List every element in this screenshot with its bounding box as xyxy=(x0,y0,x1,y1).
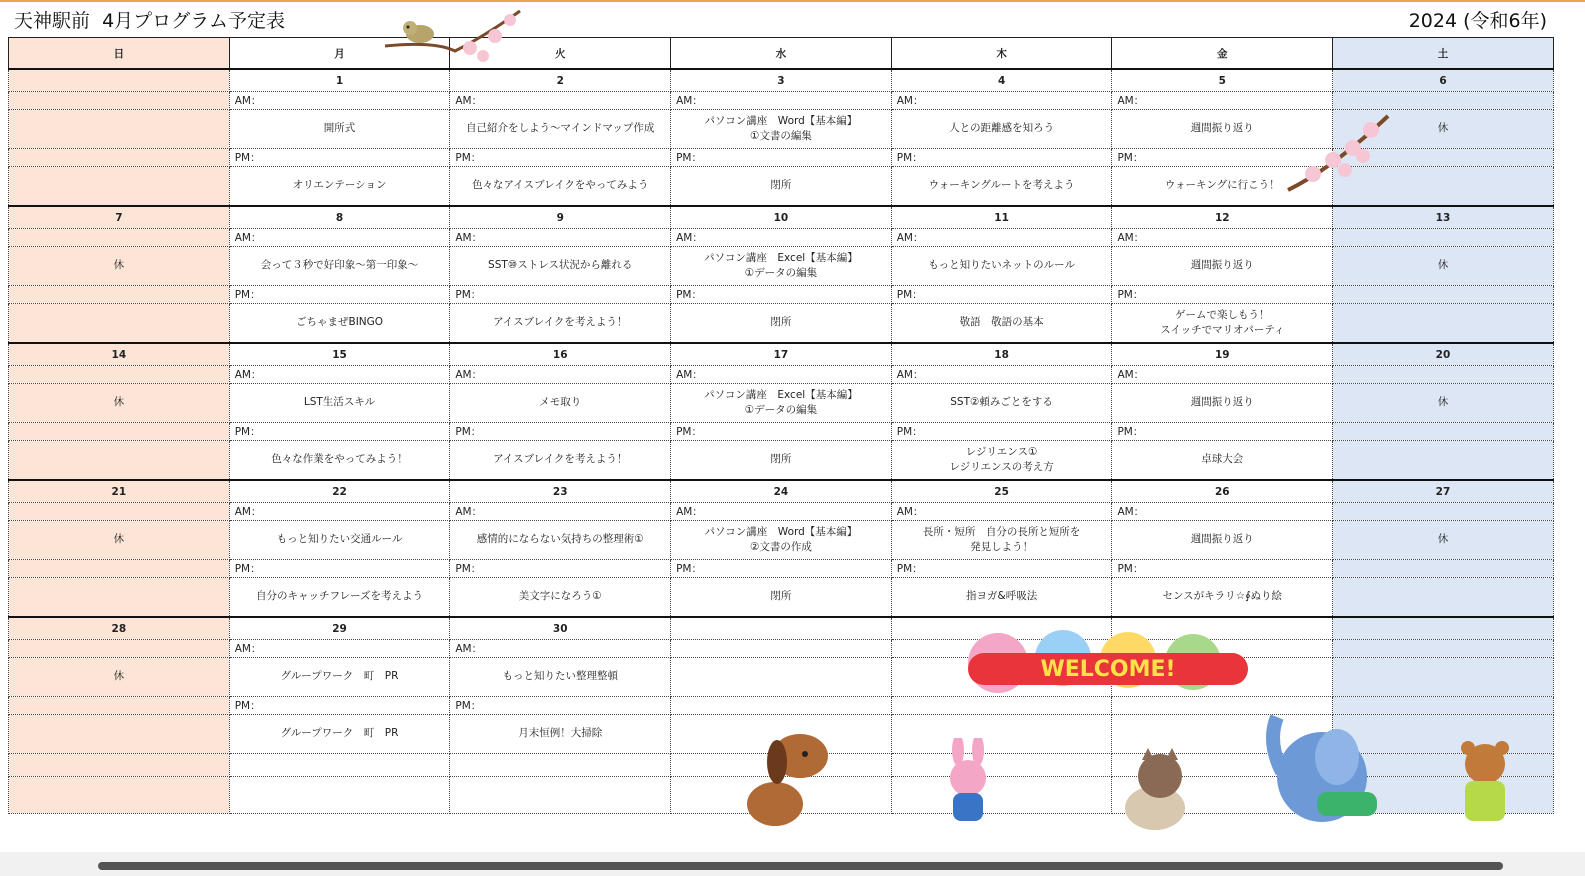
program-cell: ごちゃまぜBINGO xyxy=(229,304,450,344)
pm-label: PM： xyxy=(450,423,671,441)
program-cell: 人との距離感を知ろう xyxy=(891,110,1112,149)
date-cell: 12 xyxy=(1112,206,1333,229)
program-cell: 閉所 xyxy=(671,167,892,207)
am-content-row xyxy=(9,658,1554,697)
program-cell: 閉所 xyxy=(671,441,892,481)
date-cell: 20 xyxy=(1333,343,1554,366)
am-label: AM： xyxy=(450,503,671,521)
program-cell: グループワーク 町 PR xyxy=(229,658,450,697)
program-cell: オリエンテーション xyxy=(229,167,450,207)
date-cell: 4 xyxy=(891,69,1112,92)
date-cell: 26 xyxy=(1112,480,1333,503)
program-cell: 休 xyxy=(1333,110,1554,149)
date-cell xyxy=(9,69,230,92)
empty-cell xyxy=(229,777,450,814)
weekday-header: 木 xyxy=(891,38,1112,70)
pm-label: PM： xyxy=(1112,423,1333,441)
am-label xyxy=(9,503,230,521)
pm-label: PM： xyxy=(229,286,450,304)
program-cell: グループワーク 町 PR xyxy=(229,715,450,754)
page-title: 天神駅前 4月プログラム予定表 xyxy=(14,10,285,32)
pm-label: PM： xyxy=(229,423,450,441)
weekday-header: 水 xyxy=(671,38,892,70)
welcome-banner-illustration xyxy=(958,628,1258,708)
program-cell: センスがキラリ☆∮ぬり絵 xyxy=(1112,578,1333,618)
am-label: AM： xyxy=(229,366,450,384)
program-cell: 休 xyxy=(1333,384,1554,423)
date-cell: 25 xyxy=(891,480,1112,503)
program-cell: SST②頼みごとをする xyxy=(891,384,1112,423)
rabbit-illustration xyxy=(918,738,1028,838)
program-cell: SST⑩ストレス状況から離れる xyxy=(450,247,671,286)
program-cell: メモ取り xyxy=(450,384,671,423)
pm-label xyxy=(1333,560,1554,578)
am-label xyxy=(9,229,230,247)
am-content-row xyxy=(9,521,1554,560)
program-cell: 休 xyxy=(9,521,230,560)
am-label: AM： xyxy=(671,366,892,384)
am-label xyxy=(1333,92,1554,110)
welcome-text: WELCOME! xyxy=(1040,657,1176,682)
am-label xyxy=(9,92,230,110)
pm-label-row xyxy=(9,560,1554,578)
program-cell xyxy=(9,110,230,149)
am-label: AM： xyxy=(450,640,671,658)
pm-label: PM： xyxy=(891,560,1112,578)
scrollbar-thumb[interactable] xyxy=(98,862,1503,870)
am-content-row xyxy=(9,384,1554,423)
date-cell: 14 xyxy=(9,343,230,366)
elephant-illustration xyxy=(1262,712,1392,837)
program-cell xyxy=(1333,578,1554,618)
pm-label xyxy=(1333,286,1554,304)
pm-label-row xyxy=(9,286,1554,304)
am-label: AM： xyxy=(1112,229,1333,247)
date-cell: 3 xyxy=(671,69,892,92)
date-row xyxy=(9,617,1554,640)
program-cell: 週間振り返り xyxy=(1112,521,1333,560)
program-cell xyxy=(9,167,230,207)
pm-label: PM： xyxy=(450,697,671,715)
pm-label xyxy=(9,423,230,441)
program-cell: 長所・短所 自分の長所と短所を 発見しよう！ xyxy=(891,521,1112,560)
date-cell: 2 xyxy=(450,69,671,92)
program-cell xyxy=(1333,304,1554,344)
date-cell: 13 xyxy=(1333,206,1554,229)
am-label: AM： xyxy=(671,229,892,247)
am-label: AM： xyxy=(891,503,1112,521)
weekday-header: 土 xyxy=(1333,38,1554,70)
program-cell: パソコン講座 Excel【基本編】 ①データの編集 xyxy=(671,384,892,423)
am-label: AM： xyxy=(229,640,450,658)
program-cell: 開所式 xyxy=(229,110,450,149)
program-cell: アイスブレイクを考えよう！ xyxy=(450,304,671,344)
am-label xyxy=(9,366,230,384)
pm-label: PM： xyxy=(671,286,892,304)
pm-label: PM： xyxy=(891,423,1112,441)
date-cell: 16 xyxy=(450,343,671,366)
program-cell: ウォーキングルートを考えよう xyxy=(891,167,1112,207)
date-cell: 21 xyxy=(9,480,230,503)
program-cell: パソコン講座 Word【基本編】 ①文書の編集 xyxy=(671,110,892,149)
program-cell: 色々な作業をやってみよう！ xyxy=(229,441,450,481)
am-label: AM： xyxy=(891,366,1112,384)
program-cell: 美文字になろう① xyxy=(450,578,671,618)
am-label: AM： xyxy=(1112,366,1333,384)
am-label: AM： xyxy=(229,92,450,110)
am-label: AM： xyxy=(671,92,892,110)
date-cell: 27 xyxy=(1333,480,1554,503)
pm-label xyxy=(9,149,230,167)
empty-cell xyxy=(450,754,671,777)
top-rule xyxy=(0,0,1585,2)
am-label: AM： xyxy=(1112,503,1333,521)
pm-label: PM： xyxy=(671,560,892,578)
program-cell xyxy=(1333,658,1554,697)
pm-label-row xyxy=(9,423,1554,441)
program-cell: パソコン講座 Word【基本編】 ②文書の作成 xyxy=(671,521,892,560)
program-cell: 指ヨガ&呼吸法 xyxy=(891,578,1112,618)
date-cell: 15 xyxy=(229,343,450,366)
program-cell: ゲームで楽しもう！ スイッチでマリオパーティ xyxy=(1112,304,1333,344)
pm-label: PM： xyxy=(671,149,892,167)
empty-cell xyxy=(9,754,230,777)
program-cell: 週間振り返り xyxy=(1112,110,1333,149)
program-cell: 自分のキャッチフレーズを考えよう xyxy=(229,578,450,618)
date-cell: 10 xyxy=(671,206,892,229)
pm-label: PM： xyxy=(450,286,671,304)
date-cell: 17 xyxy=(671,343,892,366)
empty-cell xyxy=(450,777,671,814)
program-cell: 休 xyxy=(9,247,230,286)
date-row xyxy=(9,206,1554,229)
weekday-header: 日 xyxy=(9,38,230,70)
program-cell: 自己紹介をしよう〜マインドマップ作成 xyxy=(450,110,671,149)
program-cell: もっと知りたい整理整頓 xyxy=(450,658,671,697)
empty-cell xyxy=(229,754,450,777)
am-label: AM： xyxy=(891,92,1112,110)
date-cell: 19 xyxy=(1112,343,1333,366)
date-cell xyxy=(671,617,892,640)
pm-label: PM： xyxy=(229,560,450,578)
date-cell: 24 xyxy=(671,480,892,503)
pm-label xyxy=(9,560,230,578)
pm-label: PM： xyxy=(671,423,892,441)
program-cell: 会って３秒で好印象〜第一印象〜 xyxy=(229,247,450,286)
am-label: AM： xyxy=(450,366,671,384)
date-cell: 11 xyxy=(891,206,1112,229)
program-cell: ウォーキングに行こう！ xyxy=(1112,167,1333,207)
am-label-row xyxy=(9,229,1554,247)
program-cell xyxy=(9,715,230,754)
weekday-header-row xyxy=(9,38,1554,70)
am-label xyxy=(1333,229,1554,247)
pm-label xyxy=(671,697,892,715)
am-label: AM： xyxy=(229,229,450,247)
program-cell: 休 xyxy=(1333,247,1554,286)
program-cell: もっと知りたいネットのルール xyxy=(891,247,1112,286)
cat-illustration xyxy=(1100,746,1210,836)
am-label: AM： xyxy=(450,229,671,247)
program-cell xyxy=(9,441,230,481)
dog-illustration xyxy=(705,726,845,831)
program-cell: 週間振り返り xyxy=(1112,384,1333,423)
pm-label: PM： xyxy=(1112,149,1333,167)
pm-label xyxy=(1333,423,1554,441)
pm-content-row xyxy=(9,304,1554,344)
date-cell: 8 xyxy=(229,206,450,229)
weekday-header: 月 xyxy=(229,38,450,70)
pm-label: PM： xyxy=(450,149,671,167)
date-cell xyxy=(1333,617,1554,640)
weekday-header: 火 xyxy=(450,38,671,70)
date-cell: 22 xyxy=(229,480,450,503)
am-label xyxy=(1333,366,1554,384)
program-cell: もっと知りたい交通ルール xyxy=(229,521,450,560)
am-label: AM： xyxy=(1112,92,1333,110)
program-cell: 休 xyxy=(9,658,230,697)
program-cell xyxy=(9,304,230,344)
cherry-blossom-illustration xyxy=(1283,108,1393,198)
program-cell xyxy=(9,578,230,618)
am-label-row xyxy=(9,92,1554,110)
program-cell: 閉所 xyxy=(671,578,892,618)
am-label xyxy=(671,640,892,658)
program-cell: パソコン講座 Excel【基本編】 ①データの編集 xyxy=(671,247,892,286)
pm-label: PM： xyxy=(450,560,671,578)
program-cell: 休 xyxy=(1333,521,1554,560)
empty-cell xyxy=(9,777,230,814)
date-cell: 1 xyxy=(229,69,450,92)
am-label: AM： xyxy=(891,229,1112,247)
am-content-row xyxy=(9,247,1554,286)
pm-label xyxy=(9,697,230,715)
date-cell: 28 xyxy=(9,617,230,640)
date-cell: 7 xyxy=(9,206,230,229)
am-label xyxy=(1333,503,1554,521)
am-label-row xyxy=(9,640,1554,658)
program-cell: アイスブレイクを考えよう！ xyxy=(450,441,671,481)
date-cell: 18 xyxy=(891,343,1112,366)
program-cell: 週間振り返り xyxy=(1112,247,1333,286)
program-cell: 休 xyxy=(9,384,230,423)
bear-illustration xyxy=(1440,736,1540,836)
date-row xyxy=(9,69,1554,92)
pm-label: PM： xyxy=(891,286,1112,304)
am-label: AM： xyxy=(229,503,450,521)
pm-label: PM： xyxy=(1112,560,1333,578)
am-label xyxy=(9,640,230,658)
program-cell: 敬語 敬語の基本 xyxy=(891,304,1112,344)
weekday-header: 金 xyxy=(1112,38,1333,70)
program-cell: 感情的にならない気持ちの整理術① xyxy=(450,521,671,560)
pm-label: PM： xyxy=(229,697,450,715)
am-label-row xyxy=(9,503,1554,521)
date-cell: 9 xyxy=(450,206,671,229)
program-cell: 卓球大会 xyxy=(1112,441,1333,481)
pm-label: PM： xyxy=(1112,286,1333,304)
program-cell: LST生活スキル xyxy=(229,384,450,423)
date-cell: 6 xyxy=(1333,69,1554,92)
date-cell: 23 xyxy=(450,480,671,503)
date-cell: 5 xyxy=(1112,69,1333,92)
program-cell xyxy=(1333,441,1554,481)
program-cell: 色々なアイスブレイクをやってみよう xyxy=(450,167,671,207)
program-cell xyxy=(671,658,892,697)
pm-content-row xyxy=(9,441,1554,481)
date-cell: 30 xyxy=(450,617,671,640)
am-label xyxy=(1333,640,1554,658)
pm-label xyxy=(9,286,230,304)
am-label-row xyxy=(9,366,1554,384)
pm-label: PM： xyxy=(891,149,1112,167)
am-label: AM： xyxy=(450,92,671,110)
year-label: 2024 (令和6年) xyxy=(1408,10,1547,32)
program-cell: 月末恒例！大掃除 xyxy=(450,715,671,754)
program-cell: 閉所 xyxy=(671,304,892,344)
program-cell: レジリエンス① レジリエンスの考え方 xyxy=(891,441,1112,481)
date-row xyxy=(9,480,1554,503)
pm-label: PM： xyxy=(229,149,450,167)
date-cell: 29 xyxy=(229,617,450,640)
pm-content-row xyxy=(9,578,1554,618)
bird-branch-illustration xyxy=(375,6,525,68)
date-row xyxy=(9,343,1554,366)
am-label: AM： xyxy=(671,503,892,521)
